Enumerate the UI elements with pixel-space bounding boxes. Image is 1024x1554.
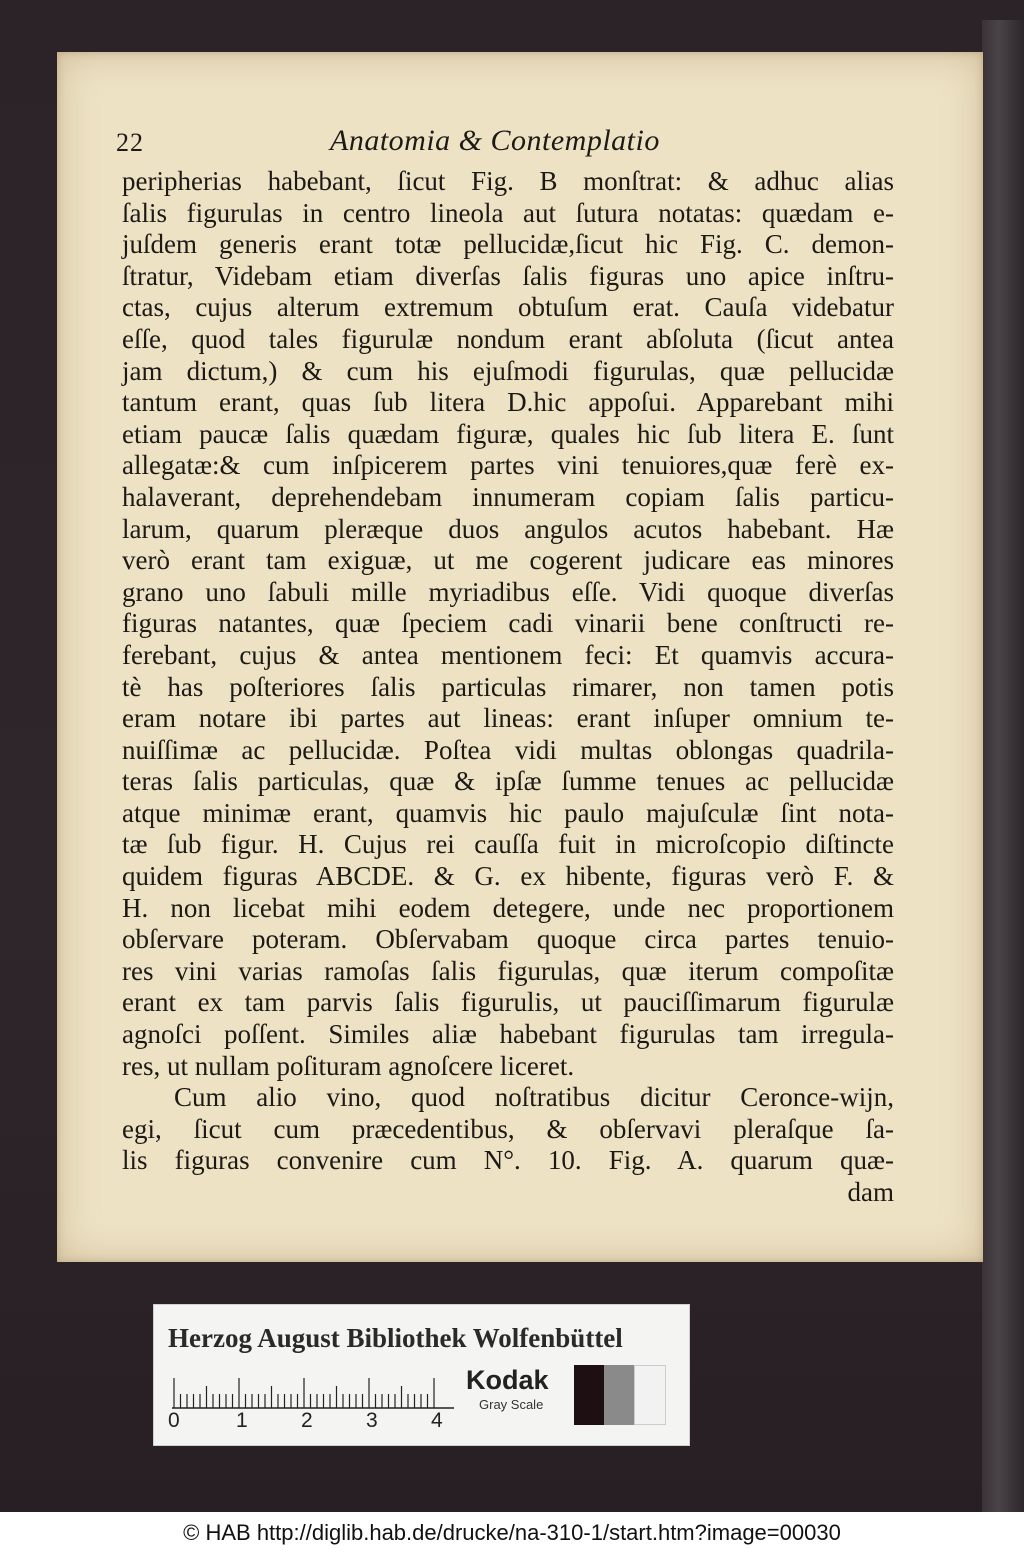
text-line: eſſe, quod tales figurulæ nondum erant abſoluta (ſicut antea [122,323,894,354]
ruler-number: 2 [301,1409,313,1432]
text-line: eram notare ibi partes aut lineas: erant inſuper omnium te- [122,703,894,734]
text-line: Cum alio vino, quod noſtratibus dicitur Ceronce-wijn, [174,1082,894,1113]
color-target [153,1304,690,1446]
text-line: erant ex tam parvis ſalis figurulis, ut pauciſſimarum figurulæ [122,987,894,1018]
text-line: halaverant, deprehendebam innumeram copiam ſalis particu- [122,481,894,512]
text-line: tæ ſub figur. H. Cujus rei cauſſa fuit in microſcopio diſtincte [122,829,894,860]
catchword: dam [847,1177,894,1207]
text-line: egi, ſicut cum præcedentibus, & obſervavi pleraſque ſa- [122,1113,894,1144]
running-head: Anatomia & Contemplatio [330,124,660,157]
text-line: tantum erant, quas ſub litera D.hic appoſui. Apparebant mihi [122,387,894,418]
text-line: juſdem generis erant totæ pellucidæ,ſicut hic Fig. C. demon- [122,229,894,260]
text-line: peripherias habebant, ſicut Fig. B monſtrat: & adhuc alias [122,166,894,196]
text-line: figuras natantes, quæ ſpeciem cadi vinarii bene conſtructi re- [122,608,894,639]
text-line: nuiſſimæ ac pellucidæ. Poſtea vidi multas oblongas quadrila- [122,734,894,765]
text-line: teras ſalis particulas, quæ & ipſæ ſumme tenues ac pellucidæ [122,766,894,797]
ruler [172,1375,454,1409]
library-name: Herzog August Bibliothek Wolfenbüttel [168,1323,623,1353]
text-line: verò erant tam exiguæ, ut me cogerent judicare eas minores [122,545,894,576]
ruler-number: 1 [236,1409,248,1432]
gray-swatch-dark [574,1365,604,1425]
text-line: atque minimæ erant, quamvis hic paulo majuſculæ ſint nota- [122,797,894,828]
text-line: H. non licebat mihi eodem detegere, unde nec proportionem [122,892,894,923]
text-line: res, ut nullam poſituram agnoſcere liceret. [122,1050,575,1081]
text-line: ſtratur, Videbam etiam diverſas ſalis figuras uno apice inſtru- [122,260,894,291]
adjacent-page-edge [982,20,1024,1512]
gray-scale-label: Gray Scale [479,1397,544,1412]
ruler-number: 0 [168,1409,180,1432]
text-line: tè has poſteriores ſalis particulas rimarer, non tamen potis [122,671,894,702]
text-line: ferebant, cujus & antea mentionem feci: Et quamvis accura- [122,639,894,670]
ruler-number: 3 [366,1409,378,1432]
gray-swatch-light [634,1365,666,1425]
text-line: allegatæ:& cum inſpicerem partes vini tenuiores,quæ ferè ex- [122,450,894,481]
copyright-footer: © HAB http://diglib.hab.de/drucke/na-310-1/start.htm?image=00030 [0,1512,1024,1554]
text-line: agnoſci poſſent. Similes aliæ habebant figurulas tam irregula- [122,1019,894,1050]
text-line: obſervare poteram. Obſervabam quoque circa partes tenuio- [122,924,894,955]
ruler-number: 4 [431,1409,443,1432]
page-body-text [122,166,894,1209]
text-line: grano uno ſabuli mille myriadibus eſſe. Vidi quoque diverſas [122,576,894,607]
text-line: ctas, cujus alterum extremum obtuſum erat. Cauſa videbatur [122,292,894,323]
text-line: lis figuras convenire cum N°. 10. Fig. A. quarum quæ- [122,1145,894,1176]
text-line: jam dictum,) & cum his ejuſmodi figurulas, quæ pellucidæ [122,355,894,386]
text-line: res vini varias ramoſas ſalis figurulas, quæ iterum compoſitæ [122,955,894,986]
kodak-logo: Kodak [466,1365,549,1395]
text-line: etiam paucæ ſalis quædam figuræ, quales hic ſub litera E. ſunt [122,418,894,449]
page-number: 22 [116,128,144,157]
gray-swatch-mid [604,1365,634,1425]
text-line: quidem figuras ABCDE. & G. ex hibente, figuras verò F. & [122,861,894,892]
text-line: ſalis figurulas in centro lineola aut ſutura notatas: quædam e- [122,197,894,228]
text-line: larum, quarum pleræque duos angulos acutos habebant. Hæ [122,513,894,544]
